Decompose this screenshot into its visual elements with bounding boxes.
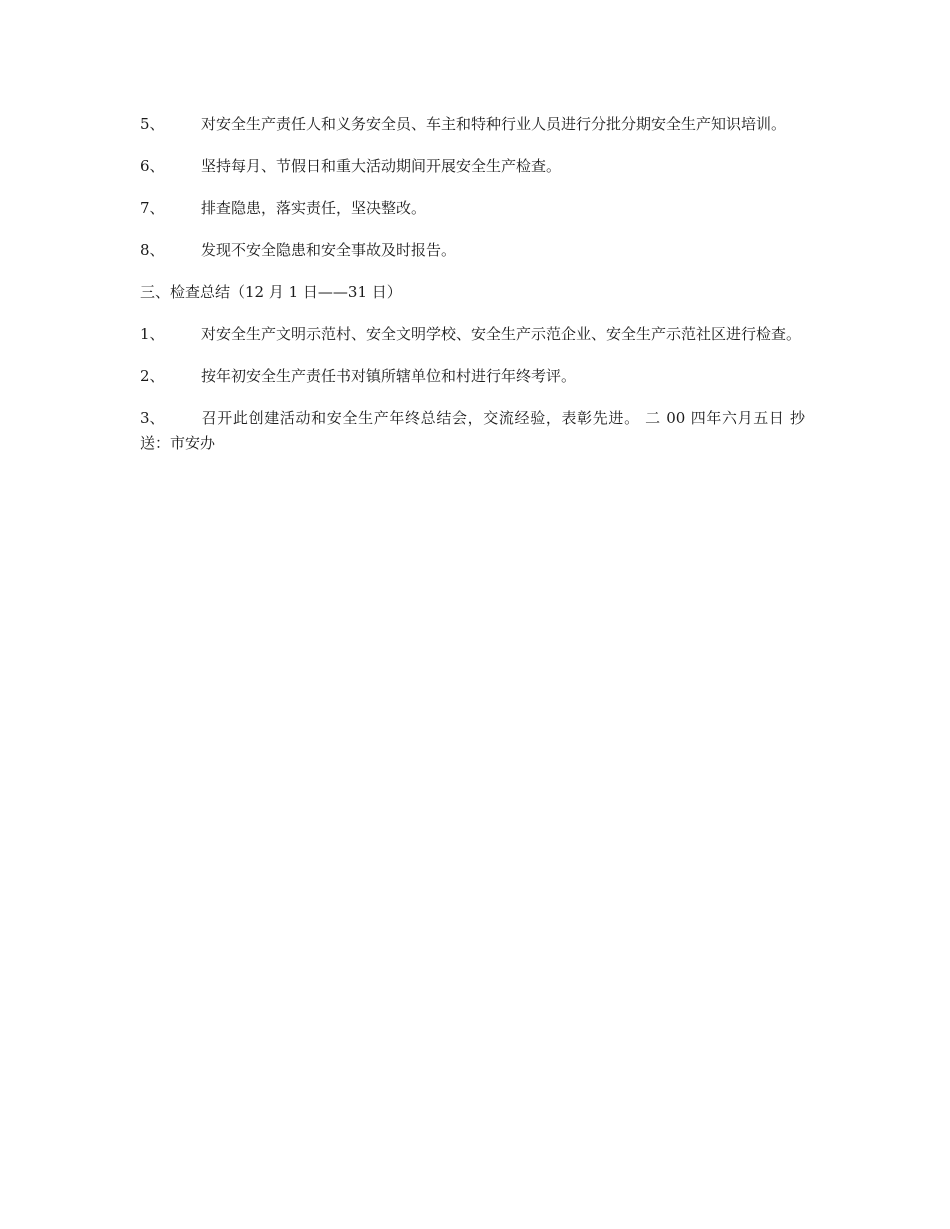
list-item [140,112,805,137]
item-text: 排查隐患，落实责任，坚决整改。 [201,199,427,217]
item-text: 发现不安全隐患和安全事故及时报告。 [201,241,457,259]
document-body [140,112,805,473]
list-item [140,406,805,456]
item-text: 对安全生产文明示范村、安全文明学校、安全生产示范企业、安全生产示范社区进行检查。 [201,325,802,343]
item-number: 1、 [140,325,165,343]
item-text: 按年初安全生产责任书对镇所辖单位和村进行年终考评。 [201,367,577,385]
item-number: 3、 [140,409,165,427]
list-item [140,196,805,221]
list-item [140,154,805,179]
item-number: 2、 [140,367,165,385]
item-number: 6、 [140,157,165,175]
item-text: 对安全生产责任人和义务安全员、车主和特种行业人员进行分批分期安全生产知识培训。 [201,115,787,133]
item-number: 5、 [140,115,165,133]
item-text: 召开此创建活动和安全生产年终总结会，交流经验，表彰先进。 二 00 四年六月五日 抄送：市安办 [140,409,805,452]
section-heading: 三、检查总结（12 月 1 日——31 日） [140,283,402,301]
item-text: 坚持每月、节假日和重大活动期间开展安全生产检查。 [201,157,562,175]
item-number: 8、 [140,241,165,259]
list-item [140,322,805,347]
item-number: 7、 [140,199,165,217]
list-item [140,238,805,263]
list-item [140,364,805,389]
